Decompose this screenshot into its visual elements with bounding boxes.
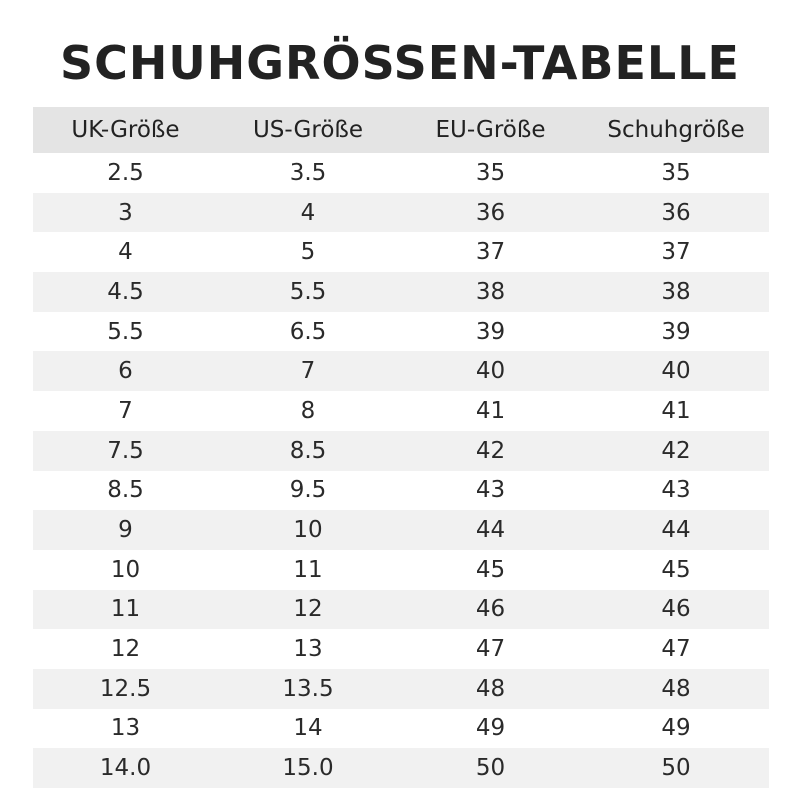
cell-uk-size: 6 — [33, 351, 218, 391]
cell-eu-size: 48 — [398, 669, 583, 709]
cell-shoe-size: 43 — [661, 477, 691, 504]
cell-shoe-size: 37 — [661, 239, 691, 266]
cell-shoe-size: 36 — [583, 193, 769, 233]
cell-eu-size: 35 — [475, 159, 506, 186]
cell-shoe-size: 40 — [583, 351, 769, 391]
header-us-size: US-Größe — [218, 107, 398, 153]
cell-uk-size: 11 — [33, 590, 218, 630]
cell-shoe-size: 39 — [661, 318, 691, 345]
cell-uk-size: 12 — [110, 636, 141, 663]
table-row — [33, 153, 769, 193]
cell-eu-size: 40 — [398, 351, 583, 391]
cell-eu-size: 42 — [398, 431, 583, 471]
cell-eu-size: 47 — [475, 636, 506, 663]
cell-eu-size: 38 — [398, 272, 583, 312]
cell-shoe-size: 48 — [583, 669, 769, 709]
table-header-row — [33, 107, 769, 153]
table-row — [33, 431, 769, 471]
cell-us-size: 13 — [293, 636, 323, 663]
cell-eu-size: 44 — [398, 510, 583, 550]
table-row — [33, 391, 769, 431]
cell-eu-size: 50 — [398, 748, 583, 788]
cell-us-size: 7 — [218, 351, 398, 391]
cell-shoe-size: 49 — [661, 715, 691, 742]
cell-us-size: 12 — [218, 590, 398, 630]
cell-eu-size: 39 — [475, 318, 506, 345]
cell-us-size: 5 — [300, 239, 316, 266]
table-row — [33, 351, 769, 391]
table-row — [33, 232, 769, 272]
table-row — [33, 471, 769, 511]
cell-us-size: 3.5 — [289, 159, 327, 186]
cell-us-size: 13.5 — [218, 669, 398, 709]
cell-uk-size: 9 — [33, 510, 218, 550]
cell-us-size: 11 — [293, 556, 323, 583]
cell-uk-size: 7.5 — [33, 431, 218, 471]
cell-us-size: 9.5 — [289, 477, 327, 504]
table-row — [33, 272, 769, 312]
cell-uk-size: 7 — [118, 397, 133, 424]
cell-shoe-size: 41 — [661, 397, 691, 424]
cell-uk-size: 13 — [110, 715, 141, 742]
cell-shoe-size: 47 — [661, 636, 691, 663]
cell-eu-size: 45 — [475, 556, 506, 583]
table-row — [33, 629, 769, 669]
cell-us-size: 4 — [218, 193, 398, 233]
cell-us-size: 14 — [293, 715, 323, 742]
table-row — [33, 510, 769, 550]
cell-us-size: 15.0 — [218, 748, 398, 788]
header-shoe-size: Schuhgröße — [583, 107, 769, 153]
cell-shoe-size: 46 — [583, 590, 769, 630]
header-uk-size: UK-Größe — [33, 107, 218, 153]
cell-us-size: 8.5 — [218, 431, 398, 471]
cell-uk-size: 4.5 — [33, 272, 218, 312]
cell-shoe-size: 50 — [583, 748, 769, 788]
cell-us-size: 8 — [300, 397, 316, 424]
table-row — [33, 669, 769, 709]
cell-us-size: 5.5 — [218, 272, 398, 312]
cell-eu-size: 37 — [475, 239, 506, 266]
cell-shoe-size: 38 — [583, 272, 769, 312]
cell-uk-size: 12.5 — [33, 669, 218, 709]
cell-uk-size: 14.0 — [33, 748, 218, 788]
cell-shoe-size: 45 — [661, 556, 691, 583]
table-row — [33, 590, 769, 630]
cell-eu-size: 43 — [475, 477, 506, 504]
table-row — [33, 550, 769, 590]
cell-uk-size: 4 — [118, 239, 133, 266]
table-row — [33, 312, 769, 352]
cell-shoe-size: 42 — [583, 431, 769, 471]
cell-eu-size: 49 — [475, 715, 506, 742]
cell-uk-size: 10 — [110, 556, 141, 583]
table-row — [33, 193, 769, 233]
size-table — [33, 107, 769, 788]
cell-shoe-size: 44 — [583, 510, 769, 550]
cell-us-size: 6.5 — [289, 318, 327, 345]
header-eu-size: EU-Größe — [398, 107, 583, 153]
cell-eu-size: 36 — [398, 193, 583, 233]
cell-uk-size: 8.5 — [107, 477, 144, 504]
cell-eu-size: 46 — [398, 590, 583, 630]
page-title: SCHUHGRÖSSEN-TABELLE — [60, 36, 740, 90]
cell-uk-size: 3 — [33, 193, 218, 233]
cell-uk-size: 2.5 — [107, 159, 144, 186]
table-body — [33, 153, 769, 788]
cell-shoe-size: 35 — [661, 159, 691, 186]
cell-uk-size: 5.5 — [107, 318, 144, 345]
table-row — [33, 709, 769, 749]
cell-eu-size: 41 — [475, 397, 506, 424]
table-row — [33, 748, 769, 788]
cell-us-size: 10 — [218, 510, 398, 550]
